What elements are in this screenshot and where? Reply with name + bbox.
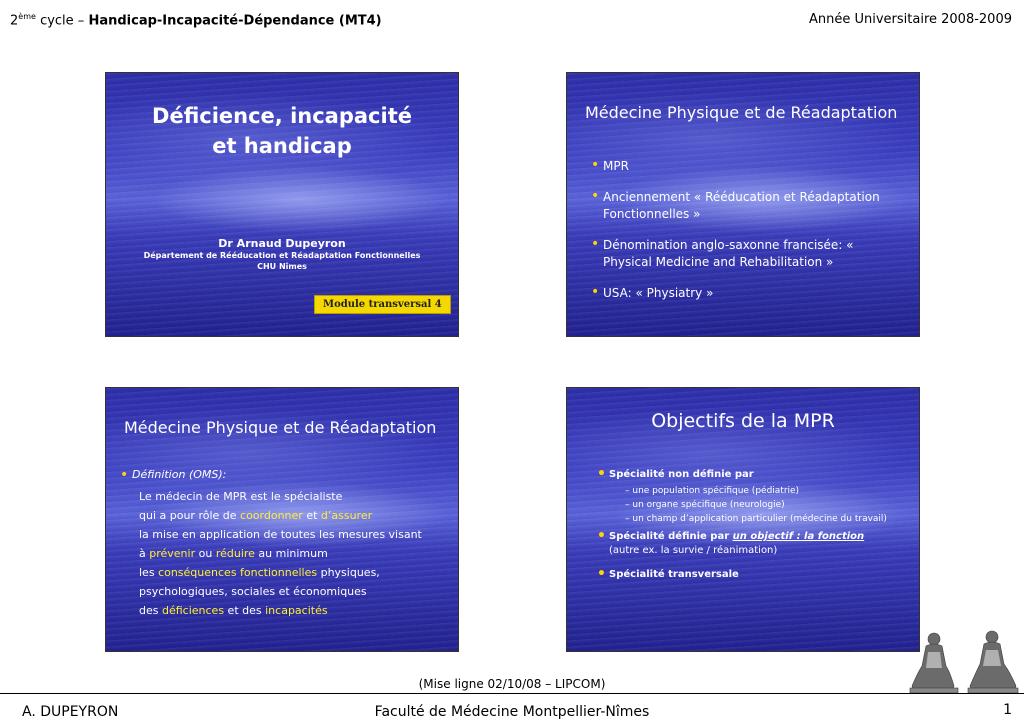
slide4-list — [597, 468, 907, 582]
list-item: • Spécialité non définie par – une population spécifique (pédiatrie) – un organe spécifique (neurologie) – un champ d’application particulier (médecine du travail) — [597, 468, 907, 526]
slide4-title: Objectifs de la MPR — [651, 410, 835, 432]
slide-1 — [105, 72, 459, 337]
module-badge: Module transversal 4 — [314, 295, 451, 314]
slide1-department: Département de Rééducation et Réadaptation Fonctionnelles — [143, 251, 421, 260]
list-item: • Spécialité définie par un objectif : la fonction (autre ex. la survie / réanimation) — [597, 530, 907, 558]
list-item: • USA: « Physiatry » — [591, 285, 901, 302]
slide2-list — [591, 158, 901, 302]
footer-faculty: Faculté de Médecine Montpellier-Nîmes — [374, 704, 650, 720]
def-line: qui a pour rôle de coordonner et d’assurer — [139, 509, 373, 522]
sub-item: – un organe spécifique (neurologie) — [625, 500, 785, 510]
def-line: à prévenir ou réduire au minimum — [139, 547, 328, 560]
sub-list — [623, 484, 907, 526]
page-number: 1 — [1003, 702, 1012, 718]
def-line: la mise en application de toutes les mesures visant — [139, 528, 422, 541]
slide3-definition-list — [120, 468, 226, 481]
list-item: • MPR — [591, 158, 901, 175]
definition-body — [139, 487, 422, 620]
cycle-number: 2 — [10, 13, 19, 29]
footer-author: A. DUPEYRON — [22, 704, 119, 720]
header-course — [10, 12, 382, 28]
sub-item: – un champ d’application particulier (médecine du travail) — [625, 514, 887, 524]
list-item: • Anciennement « Rééducation et Réadaptation Fonctionnelles » — [591, 189, 901, 223]
definition-label — [120, 468, 226, 481]
def-line: psychologiques, sociales et économiques — [139, 585, 367, 598]
academic-year: Année Universitaire 2008-2009 — [808, 12, 1012, 27]
online-date: (Mise ligne 02/10/08 – LIPCOM) — [418, 677, 606, 691]
definition-text: Définition (OMS): — [132, 468, 227, 481]
course-title: Handicap-Incapacité-Dépendance (MT4) — [88, 13, 382, 29]
slide1-place: CHU Nîmes — [257, 262, 307, 271]
list-item: • Spécialité transversale — [597, 568, 907, 582]
slide3-title: Médecine Physique et de Réadaptation — [124, 418, 437, 437]
list-item: • Dénomination anglo-saxonne francisée: « Physical Medicine and Rehabilitation » — [591, 237, 901, 271]
def-line: les conséquences fonctionnelles physiques, — [139, 566, 380, 579]
footer-divider — [0, 693, 1024, 694]
def-line: des déficiences et des incapacités — [139, 604, 328, 617]
slide-3 — [105, 387, 459, 652]
slide1-title-line1: Déficience, incapacité — [152, 104, 412, 128]
slide1-title-line2: et handicap — [212, 134, 352, 158]
slide-4 — [566, 387, 920, 652]
cycle-word: cycle – — [40, 13, 85, 29]
slide2-title: Médecine Physique et de Réadaptation — [585, 103, 898, 122]
cycle-superscript: ème — [18, 12, 36, 21]
sub-item: – une population spécifique (pédiatrie) — [625, 486, 800, 496]
def-line: Le médecin de MPR est le spécialiste — [139, 490, 343, 503]
slide-2 — [566, 72, 920, 337]
slide1-author: Dr Arnaud Dupeyron — [218, 237, 346, 250]
